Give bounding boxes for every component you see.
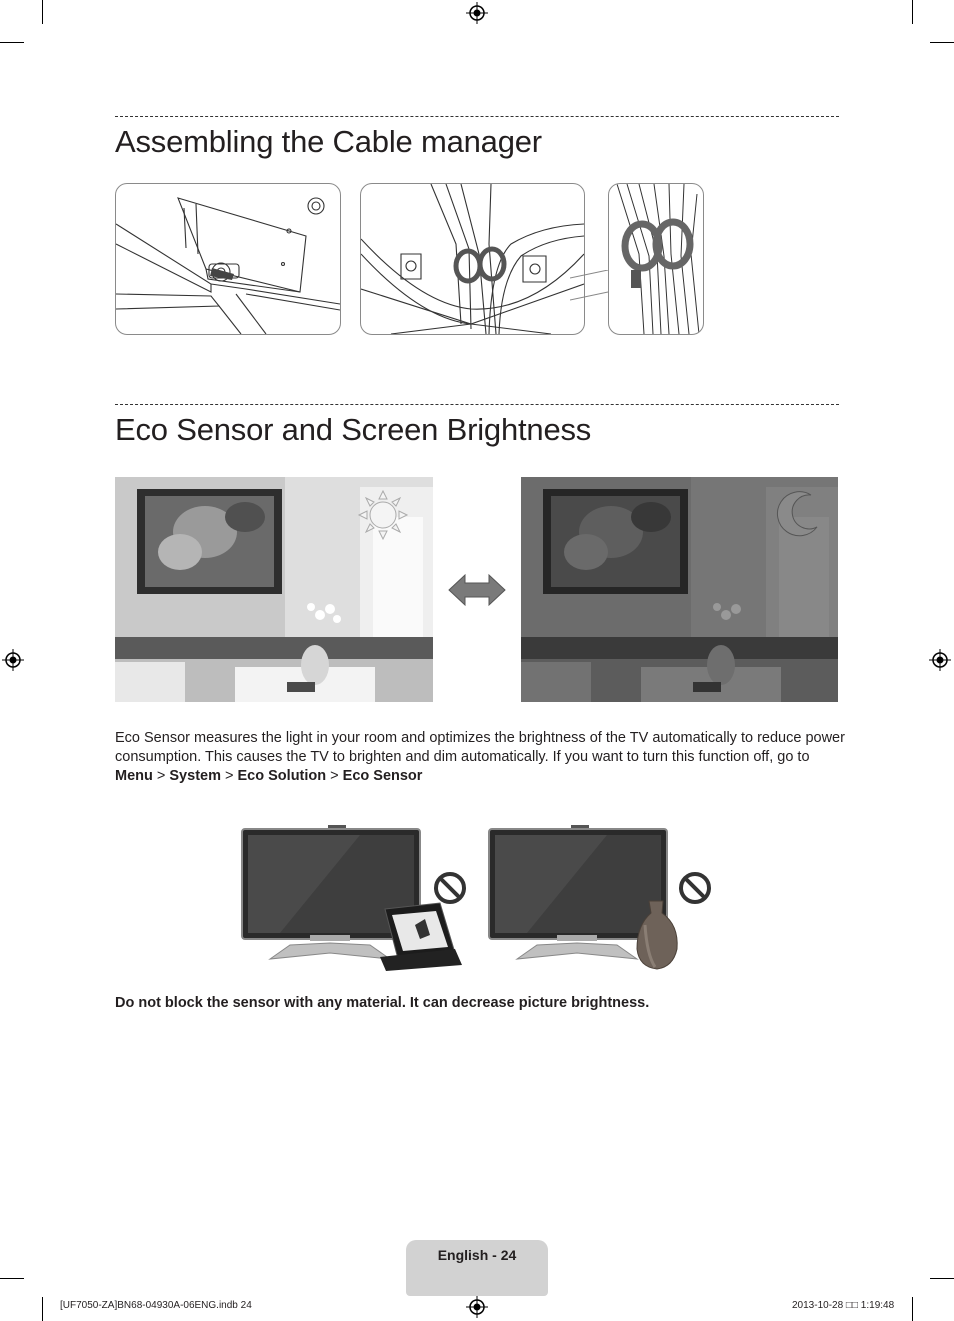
crop-mark [42,0,43,24]
page-number: English - 24 [437,1247,517,1263]
section-divider [115,404,839,405]
crop-mark [0,42,24,43]
print-slug-timestamp: 2013-10-28 □□ 1:19:48 [792,1300,895,1311]
menu-path-separator: > [156,768,166,784]
menu-path-separator: > [225,768,234,784]
crop-mark [930,1278,954,1279]
section-divider [115,116,839,117]
section-title-eco-sensor: Eco Sensor and Screen Brightness [115,412,592,447]
eco-sensor-description [115,729,845,786]
cable-step-illustration [115,183,341,335]
crop-mark [912,0,913,24]
eco-paragraph: Eco Sensor measures the light in your room and optimizes the brightness of the TV automatically to reduce power consumption. This causes the TV to brighten and dim automatically. If you want to turn this function off, go to [115,730,845,765]
cable-step-illustration [608,183,704,335]
crop-mark [912,1297,913,1321]
registration-mark-icon [466,2,488,24]
registration-mark-icon [466,1296,488,1318]
dim-room-photo [521,477,838,702]
crop-mark [42,1297,43,1321]
crop-mark [930,42,954,43]
bright-room-photo [115,477,433,702]
menu-path-step: Menu [115,768,153,784]
callout-line [570,270,610,310]
menu-path-step: Eco Solution [237,768,327,784]
tv-blocked-by-vase-illustration [487,825,717,975]
print-slug-file: [UF7050-ZA]BN68-04930A-06ENG.indb 24 [60,1300,252,1311]
cable-step-illustration [360,183,585,335]
menu-path-step: Eco Sensor [342,768,423,784]
menu-path-step: System [169,768,221,784]
tv-blocked-by-frame-illustration [240,825,472,975]
sensor-warning: Do not block the sensor with any material. It can decrease picture brightness. [115,995,650,1011]
section-title-cable-manager: Assembling the Cable manager [115,124,542,159]
registration-mark-icon [2,649,24,671]
registration-mark-icon [929,649,951,671]
crop-mark [0,1278,24,1279]
double-arrow-icon [447,572,507,608]
menu-path-separator: > [330,768,339,784]
